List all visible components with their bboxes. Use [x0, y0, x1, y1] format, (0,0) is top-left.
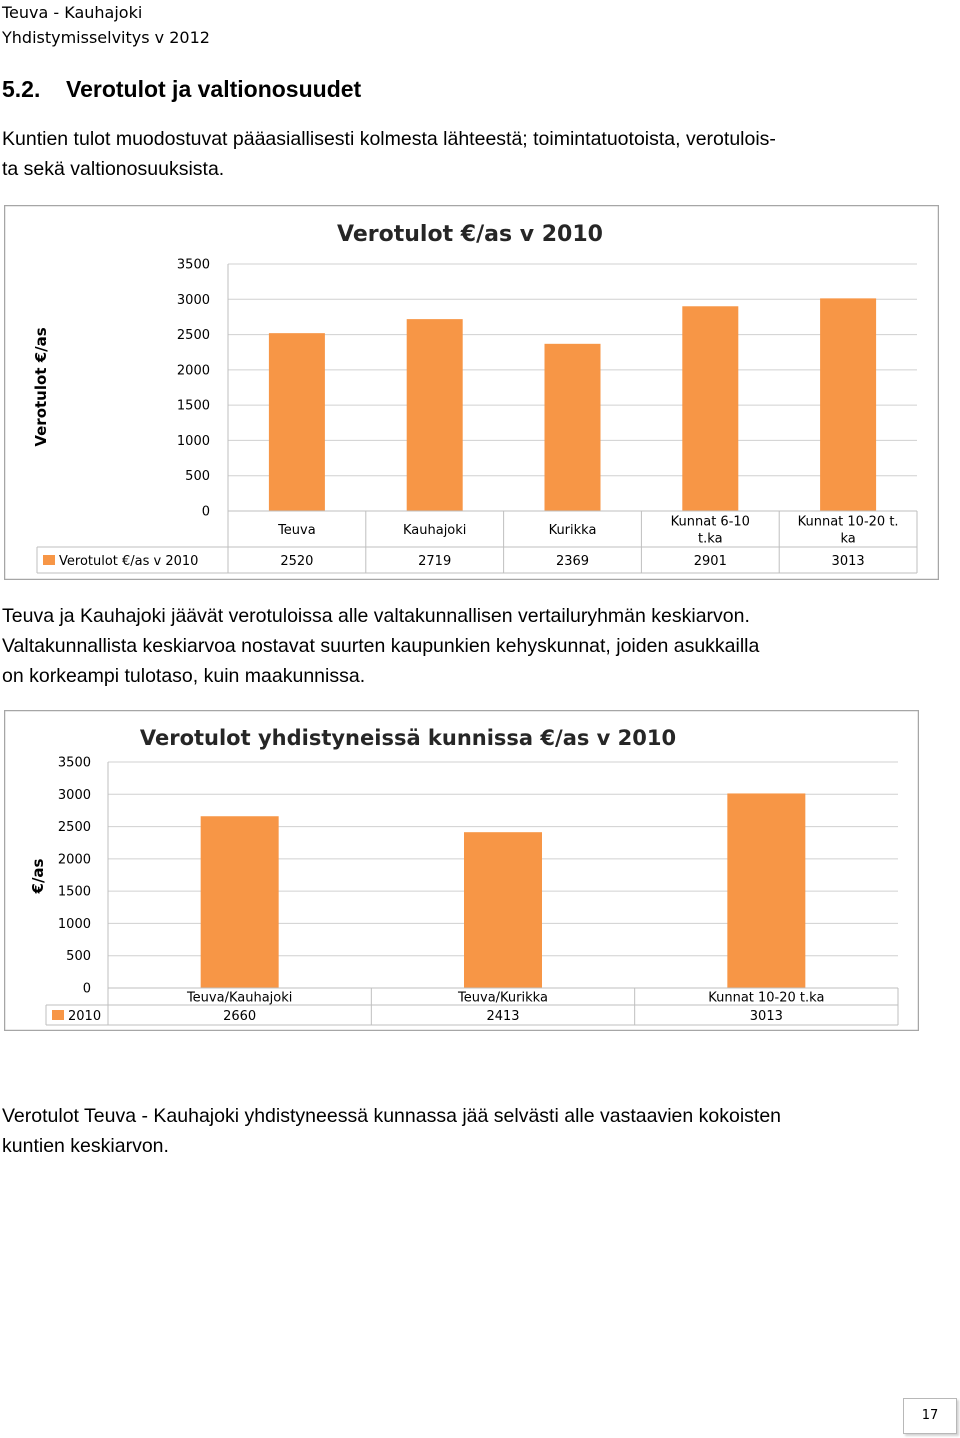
page-number: 17 — [903, 1398, 957, 1434]
y-axis-label: €/as — [29, 858, 47, 894]
y-tick-label: 2500 — [176, 328, 210, 344]
conclusion-paragraph — [2, 1101, 781, 1161]
y-tick-label: 3000 — [57, 787, 91, 803]
chart-title: Verotulot yhdistyneissä kunnissa €/as v 2010 — [139, 726, 677, 750]
category-label: Teuva/Kurikka — [458, 990, 548, 1006]
bar — [682, 306, 738, 511]
y-tick-label: 0 — [201, 504, 210, 520]
category-label: ka — [840, 531, 856, 547]
data-value: 2369 — [555, 554, 590, 569]
category-label: Kunnat 10-20 t. — [797, 514, 899, 530]
y-tick-label: 500 — [66, 949, 91, 965]
section-heading — [2, 72, 361, 106]
chart2-svg — [4, 710, 919, 1031]
header-subtitle: Yhdistymisselvitys v 2012 — [2, 28, 210, 47]
bar — [727, 793, 805, 988]
y-tick-label: 3000 — [176, 292, 210, 308]
bar — [201, 816, 279, 988]
header-title: Teuva - Kauhajoki — [2, 3, 143, 22]
category-label: Kauhajoki — [402, 523, 467, 538]
paragraph-line: on korkeampi tulotaso, kuin maakunnissa. — [2, 665, 366, 687]
chart1-svg — [4, 205, 939, 580]
category-label: Teuva/Kauhajoki — [186, 990, 293, 1006]
y-tick-label: 1000 — [57, 916, 91, 932]
y-tick-label: 0 — [82, 981, 91, 997]
paragraph-line: kuntien keskiarvon. — [2, 1135, 169, 1157]
chart-yhdistyneet-2010 — [4, 710, 919, 1031]
y-tick-label: 2500 — [57, 820, 91, 836]
paragraph-line: ta sekä valtionosuuksista. — [2, 158, 225, 180]
bar — [464, 832, 542, 988]
section-number: 5.2. — [2, 76, 41, 102]
chart-verotulot-2010 — [4, 205, 939, 580]
bar — [820, 298, 876, 511]
data-value: 2901 — [693, 554, 727, 569]
category-label: Kurikka — [548, 523, 597, 538]
section-title: Verotulot ja valtionosuudet — [66, 76, 362, 102]
legend-swatch — [43, 555, 55, 565]
bar — [545, 344, 601, 511]
paragraph-line: Valtakunnallista keskiarvoa nostavat suurten kaupunkien kehyskunnat, joiden asukkailla — [2, 635, 760, 657]
y-axis-label: Verotulot €/as — [32, 327, 50, 447]
paragraph-line: Teuva ja Kauhajoki jäävät verotuloissa alle valtakunnallisen vertailuryhmän keskiarvon. — [2, 605, 750, 627]
page-header — [2, 0, 210, 50]
y-tick-label: 500 — [185, 469, 210, 485]
y-tick-label: 3500 — [176, 257, 210, 273]
y-tick-label: 3500 — [57, 755, 91, 771]
legend-swatch — [52, 1010, 64, 1020]
y-tick-label: 1000 — [176, 433, 210, 449]
y-tick-label: 1500 — [176, 398, 210, 414]
data-value: 2660 — [223, 1009, 257, 1024]
bar — [407, 319, 463, 511]
category-label: Kunnat 10-20 t.ka — [708, 990, 825, 1006]
y-tick-label: 2000 — [176, 363, 210, 379]
y-tick-label: 1500 — [57, 884, 91, 900]
data-value: 2719 — [418, 554, 452, 569]
data-value: 3013 — [831, 554, 865, 569]
data-value: 2520 — [280, 554, 314, 569]
category-label: Kunnat 6-10 — [670, 514, 750, 530]
legend-label: Verotulot €/as v 2010 — [59, 554, 199, 569]
bar — [269, 333, 325, 511]
paragraph-line: Verotulot Teuva - Kauhajoki yhdistyneessä kunnassa jää selvästi alle vastaavien kokoisten — [2, 1105, 782, 1127]
intro-paragraph — [2, 124, 776, 184]
category-label: Teuva — [278, 523, 316, 538]
y-tick-label: 2000 — [57, 852, 91, 868]
category-label: t.ka — [698, 531, 723, 547]
data-value: 2413 — [486, 1009, 520, 1024]
data-value: 3013 — [749, 1009, 783, 1024]
chart-title: Verotulot €/as v 2010 — [337, 222, 603, 247]
legend-label: 2010 — [68, 1009, 102, 1024]
paragraph-line: Kuntien tulot muodostuvat pääasiallisesti kolmesta lähteestä; toimintatuotoista, verotulois- — [2, 128, 776, 150]
analysis-paragraph — [2, 601, 759, 691]
